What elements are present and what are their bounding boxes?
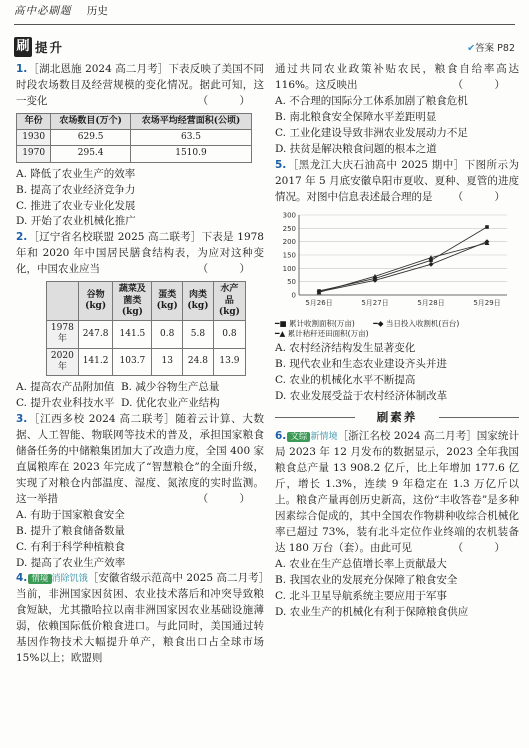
option-b: B. 减少谷物生产总量: [120, 381, 220, 394]
option-d: D. 优化农业产业结构: [121, 396, 220, 409]
question-3: [16, 412, 264, 572]
table-cell: 0.8: [152, 321, 183, 349]
table-header-row: [17, 113, 252, 129]
table-header-row: [47, 282, 246, 321]
option-c: C. 工业化建设导致非洲农业发展动力不足: [275, 126, 468, 139]
answer-paren: （ ）: [452, 190, 519, 203]
table-cell: 1510.9: [130, 146, 251, 162]
x-tick-label: 5月29日: [473, 298, 501, 307]
line-chart: [275, 209, 515, 313]
question-number: 1.: [16, 63, 28, 75]
table-header: 农场平均经营面积(公顷): [130, 113, 251, 129]
question-number: 4.: [16, 572, 28, 585]
chart-legend: [275, 319, 519, 339]
data-point: [429, 262, 434, 267]
running-header: [14, 4, 515, 25]
answer-paren: （ ）: [452, 78, 519, 91]
question-stem: ［辽宁省名校联盟 2025 高二联考］下表是 1978 年和 2020 年中国居民膳食结构表，为应对这种变化，中国农业应当: [16, 231, 264, 276]
y-tick-label: 300: [282, 211, 296, 220]
table-header: 水产品(kg): [213, 282, 245, 321]
y-tick-label: 150: [282, 251, 296, 260]
table-row: [17, 146, 252, 162]
table-cell: 629.5: [51, 130, 131, 146]
section-title: 提升: [35, 40, 65, 55]
answer-paren: （ ）: [197, 94, 264, 107]
answer-paren: （ ）: [197, 263, 264, 276]
option-d: D. 农业生产的机械化有利于保障粮食供应: [275, 605, 469, 618]
table-cell: 1930: [17, 130, 51, 146]
question-number: 6.: [275, 430, 287, 443]
option-c: C. 农业的机械化水平不断提高: [275, 373, 416, 386]
question-4-continued: [275, 62, 519, 158]
option-a: A. 农村经济结构发生显著变化: [275, 341, 416, 354]
option-b: B. 南北粮食安全保障水平差距明显: [275, 110, 437, 123]
left-column: [16, 62, 264, 667]
table-cell: 141.2: [78, 348, 113, 376]
data-table: [46, 281, 246, 376]
option-c: C. 推进了农业专业化发展: [16, 199, 136, 212]
question-1: [16, 62, 264, 230]
option-b: B. 提升了粮食储备数量: [16, 524, 125, 537]
header-book-title: 高中必刷题: [14, 5, 72, 17]
table-header: 蔬菜及菌类(kg): [113, 282, 152, 321]
option-b: B. 提高了农业经济竞争力: [16, 183, 136, 196]
question-4: [16, 571, 264, 667]
right-column: [275, 62, 519, 621]
section-icon: 刷: [14, 37, 32, 57]
option-a: A. 农业在生产总值增长率上贡献最大: [275, 557, 447, 570]
progress-chart: [275, 209, 519, 339]
table-row: [47, 348, 246, 376]
option-b: B. 现代农业和生态农业建设齐头并进: [275, 357, 447, 370]
question-number: 5.: [275, 158, 287, 171]
table-cell: 13.9: [213, 348, 245, 376]
table-header: 谷物(kg): [78, 282, 113, 321]
question-stem-continued: 通过共同农业政策补贴农民，粮食自给率高达 116%。这反映出: [275, 63, 519, 91]
check-icon: ✔: [467, 43, 476, 54]
question-5: [275, 158, 519, 405]
question-2: [16, 230, 264, 412]
answer-ref: ✔答案 P82: [467, 43, 515, 54]
legend-item: ━■ 累计收割面积(万亩): [275, 318, 355, 328]
table-cell: 5.8: [183, 321, 214, 349]
x-tick-label: 5月28日: [417, 298, 445, 307]
question-stem: ［安徽省级示范高中 2025 高二月考］当前，非洲国家因贫困、农业技术落后和冲突导致粮食短缺，尤其撒哈拉以南非洲国家因农业基础设施薄弱，依赖国际低价粮食进口。与此同时，美国通过转基因作物技术大幅提升单产，粮食出口占全球市场 15%以上；欧盟则: [16, 572, 264, 665]
option-d: D. 农业发展受益于农村经济体制改革: [275, 389, 448, 402]
option-c: C. 有利于科学种植粮食: [16, 540, 125, 553]
y-tick-label: 50: [287, 277, 296, 286]
table-cell: 13: [152, 348, 183, 376]
table-header: [47, 282, 79, 321]
y-tick-label: 250: [282, 224, 296, 233]
option-d: D. 提高了农业生产效率: [16, 556, 126, 569]
option-d: D. 扶贫是解决粮食问题的根本之道: [275, 142, 437, 155]
question-stem: ［浙江名校 2024 高二月考］国家统计局 2023 年 12 月发布的数据显示，2023 全年我国粮食总产量 13 908.2 亿斤，比上年增加 177.6 亿斤，增长 1.3%，连续 9 年稳定在 1.3 万亿斤以上。粮食产量再创历史新高，这份“丰收答卷”是多种因素综合促成的，其中全国农作物耕种收综合机械化率已超过 73%，装有北斗定位作业终端的农机装备达 180 万台（套）。由此可见: [275, 430, 519, 554]
table-header: 肉类(kg): [183, 282, 214, 321]
question-number: 3.: [16, 412, 28, 425]
table-cell: 141.5: [113, 321, 152, 349]
table-header: 农场数目(万个): [51, 113, 131, 129]
x-tick-label: 5月27日: [361, 298, 389, 307]
legend-item: ━◆ 当日投入收割机(百台): [373, 318, 460, 328]
table-header: 蛋类(kg): [152, 282, 183, 321]
x-tick-label: 5月26日: [305, 298, 333, 307]
table-cell: 103.7: [113, 348, 152, 376]
y-tick-label: 200: [282, 237, 296, 246]
question-stem: ［黑龙江大庆石油高中 2025 期中］下图所示为 2017 年 5 月底安徽阜阳市夏收、夏种、夏管的进度情况。对图中信息表述最合理的是: [275, 158, 519, 203]
topic-tag: 新情境: [310, 432, 338, 443]
series-line: [319, 243, 487, 292]
table-cell: 63.5: [130, 130, 251, 146]
table-row: [17, 130, 252, 146]
header-subject: 历史: [86, 5, 108, 17]
y-tick-label: 0: [291, 291, 296, 300]
option-c: C. 北斗卫星导航系统主要应用于军事: [275, 589, 447, 602]
answer-paren: （ ）: [452, 541, 519, 554]
option-b: B. 我国农业的发展充分保障了粮食安全: [275, 573, 458, 586]
table-cell: 0.8: [213, 321, 245, 349]
option-a: A. 不合理的国际分工体系加剧了粮食危机: [275, 94, 468, 107]
table-cell: 24.8: [183, 348, 214, 376]
table-cell: 1970: [17, 146, 51, 162]
option-c: C. 提升农业科技水平: [16, 396, 115, 409]
option-a: A. 提高农产品附加值: [16, 381, 115, 394]
legend-item: ━▲ 累计秸秆还田面积(万亩): [275, 328, 369, 338]
topic-tag: 消除饥饿: [51, 574, 88, 585]
question-number: 2.: [16, 231, 28, 244]
answer-paren: （ ）: [197, 492, 264, 505]
option-d: D. 开始了农业机械化推广: [16, 215, 136, 228]
section-divider: 刷素养: [275, 409, 519, 426]
question-6: [275, 429, 519, 620]
table-cell: 247.8: [78, 321, 113, 349]
table-row: [47, 321, 246, 349]
y-tick-label: 100: [282, 264, 296, 273]
option-a: A. 有助于国家粮食安全: [16, 508, 125, 521]
context-tag: 情境: [28, 574, 51, 584]
table-cell: 2020 年: [47, 348, 79, 376]
section-bar: [14, 37, 515, 59]
table-cell: 1978 年: [47, 321, 79, 349]
table-cell: 295.4: [51, 146, 131, 162]
question-stem: ［江西多校 2024 高二联考］随着云计算、大数据、人工智能、物联网等技术的普及，承担国家粮食储备任务的中储粮集团加大了改造力度，全国 400 家直属粮库在 2023 年完成了“智慧粮仓”的全面升级，实现了对粮仓内部温度、湿度、氮浓度的实时监测。这一举措: [16, 412, 264, 505]
data-table: [16, 113, 252, 163]
option-a: A. 降低了农业生产的效率: [16, 167, 136, 180]
context-tag: 文综: [287, 432, 310, 442]
question-stem: ［湖北恩施 2024 高二月考］下表反映了美国不同时段农场数目及经营规模的变化情况。据此可知，这一变化: [16, 63, 264, 107]
data-point: [485, 225, 489, 229]
table-header: 年份: [17, 113, 51, 129]
